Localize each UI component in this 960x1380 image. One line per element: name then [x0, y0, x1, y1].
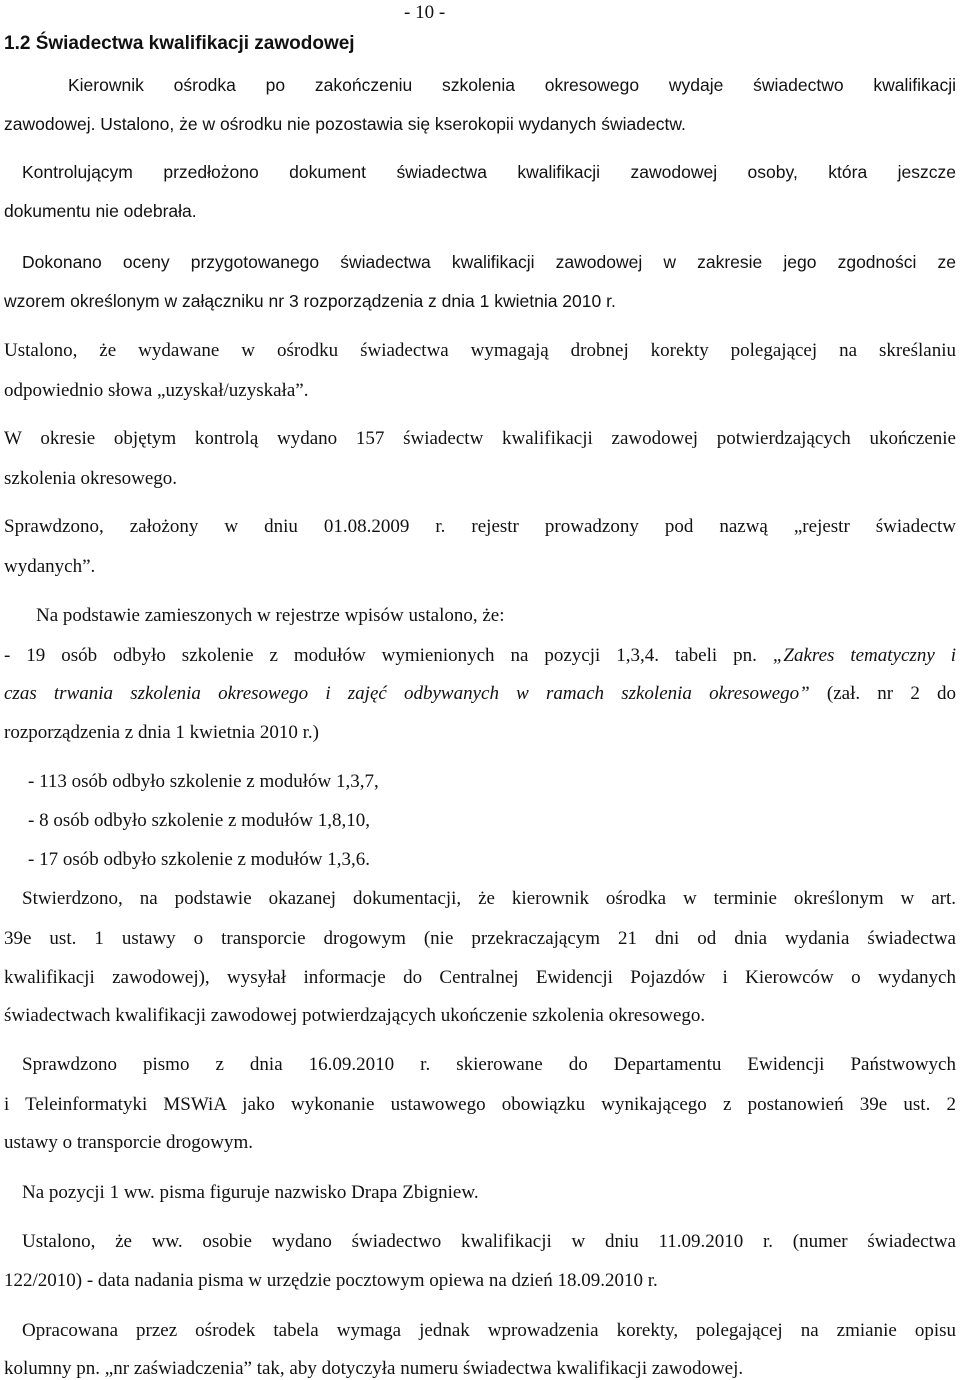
- list-item-2: - 8 osób odbyło szkolenie z modułów 1,8,10,: [28, 810, 370, 831]
- paragraph-6-line-2: wydanych”.: [4, 556, 96, 577]
- paragraph-7-line-4: rozporządzenia z dnia 1 kwietnia 2010 r.): [4, 722, 319, 743]
- paragraph-9-line-3: ustawy o transporcie drogowym.: [4, 1132, 254, 1153]
- paragraph-2-line-2: dokumentu nie odebrała.: [4, 201, 197, 221]
- paragraph-5-line-1: W okresie objętym kontrolą wydano 157 świadectw kwalifikacji zawodowej potwierdzających ukończenie: [4, 428, 956, 449]
- list-item-3: - 17 osób odbyło szkolenie z modułów 1,3,6.: [28, 849, 370, 870]
- paragraph-7-line-1: Na podstawie zamieszonych w rejestrze wpisów ustalono, że:: [36, 605, 505, 626]
- paragraph-3-line-1: Dokonano oceny przygotowanego świadectwa kwalifikacji zawodowej w zakresie jego zgodności ze: [22, 252, 956, 272]
- paragraph-11-line-1: Ustalono, że ww. osobie wydano świadectwo kwalifikacji w dniu 11.09.2010 r. (numer świadectwa: [22, 1231, 956, 1252]
- paragraph-11-line-2: 122/2010) - data nadania pisma w urzędzie pocztowym opiewa na dzień 18.09.2010 r.: [4, 1270, 658, 1291]
- paragraph-7-line-3-italic: czas trwania szkolenia okresowego i zajęć odbywanych w ramach szkolenia okresowego”: [4, 683, 810, 704]
- paragraph-8-line-3: kwalifikacji zawodowej), wysyłał informacje do Centralnej Ewidencji Pojazdów i Kierowców o wydanych: [4, 967, 956, 988]
- paragraph-1-line-1: Kierownik ośrodka po zakończeniu szkolenia okresowego wydaje świadectwo kwalifikacji: [68, 75, 956, 95]
- paragraph-8-line-1: Stwierdzono, na podstawie okazanej dokumentacji, że kierownik ośrodka w terminie określonym w art.: [22, 888, 956, 909]
- paragraph-12-line-2: kolumny pn. „nr zaświadczenia” tak, aby dotyczyła numeru świadectwa kwalifikacji zawodowej.: [4, 1358, 744, 1379]
- paragraph-1-line-2: zawodowej. Ustalono, że w ośrodku nie pozostawia się kserokopii wydanych świadectw.: [4, 114, 686, 134]
- paragraph-4-line-2: odpowiednio słowa „uzyskał/uzyskała”.: [4, 380, 309, 401]
- paragraph-9-line-1: Sprawdzono pismo z dnia 16.09.2010 r. skierowane do Departamentu Ewidencji Państwowych: [22, 1054, 956, 1075]
- paragraph-5-line-2: szkolenia okresowego.: [4, 468, 178, 489]
- paragraph-7-line-2-italic: „Zakres tematyczny i: [772, 645, 956, 666]
- list-item-1: - 113 osób odbyło szkolenie z modułów 1,3,7,: [28, 771, 379, 792]
- page-number: - 10 -: [404, 2, 446, 23]
- paragraph-10-line-1: Na pozycji 1 ww. pisma figuruje nazwisko Drapa Zbigniew.: [22, 1182, 479, 1203]
- paragraph-3-line-2: wzorem określonym w załączniku nr 3 rozporządzenia z dnia 1 kwietnia 2010 r.: [4, 291, 616, 311]
- paragraph-8-line-2: 39e ust. 1 ustawy o transporcie drogowym (nie przekraczającym 21 dni od dnia wydania świadectwa: [4, 928, 956, 949]
- paragraph-6-line-1: Sprawdzono, założony w dniu 01.08.2009 r. rejestr prowadzony pod nazwą „rejestr świadectw: [4, 516, 956, 537]
- paragraph-7-line-3-text: (zał. nr 2 do: [809, 683, 956, 704]
- section-heading: 1.2 Świadectwa kwalifikacji zawodowej: [4, 33, 355, 54]
- paragraph-7-line-2-text: - 19 osób odbyło szkolenie z modułów wymienionych na pozycji 1,3,4. tabeli pn.: [4, 645, 773, 666]
- paragraph-8-line-4: świadectwach kwalifikacji zawodowej potwierdzających ukończenie szkolenia okresowego.: [4, 1005, 706, 1026]
- paragraph-2-line-1: Kontrolującym przedłożono dokument świadectwa kwalifikacji zawodowej osoby, która jeszcze: [22, 162, 956, 182]
- paragraph-9-line-2: i Teleinformatyki MSWiA jako wykonanie ustawowego obowiązku wynikającego z postanowień 39e ust. 2: [4, 1094, 956, 1115]
- paragraph-7-line-3: [4, 684, 956, 703]
- paragraph-7-line-2: [4, 646, 956, 665]
- paragraph-12-line-1: Opracowana przez ośrodek tabela wymaga jednak wprowadzenia korekty, polegającej na zmianie opisu: [22, 1320, 956, 1341]
- paragraph-4-line-1: Ustalono, że wydawane w ośrodku świadectwa wymagają drobnej korekty polegającej na skreślaniu: [4, 340, 956, 361]
